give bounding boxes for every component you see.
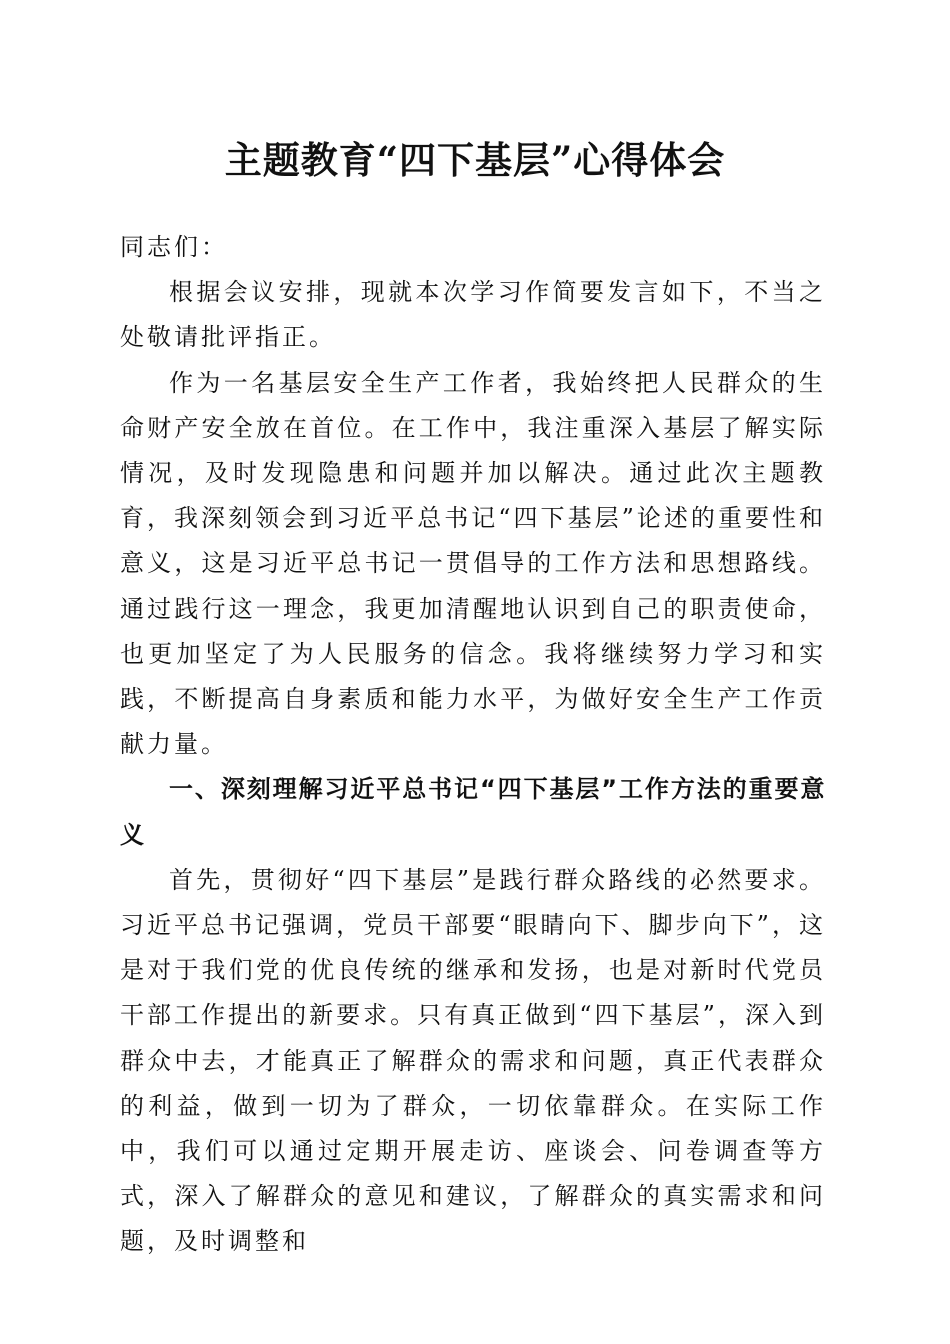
section-heading: 一、深刻理解习近平总书记“四下基层”工作方法的重要意义	[120, 775, 826, 849]
opening-paragraph: 根据会议安排，现就本次学习作简要发言如下，不当之处敬请批评指正。	[120, 278, 826, 352]
document-title: 主题教育“四下基层”心得体会	[224, 138, 726, 182]
document-body	[120, 225, 826, 1265]
salutation: 同志们：	[120, 233, 228, 261]
section-paragraph: 首先，贯彻好“四下基层”是践行群众路线的必然要求。习近平总书记强调，党员干部要“眼睛向下、脚步向下”，这是对于我们党的优良传统的继承和发扬，也是对新时代党员干部工作提出的新要求。只有真正做到“四下基层”，深入到群众中去，才能真正了解群众的需求和问题，真正代表群众的利益，做到一切为了群众，一切依靠群众。在实际工作中，我们可以通过定期开展走访、座谈会、问卷调查等方式，深入了解群众的意见和建议，了解群众的真实需求和问题，及时调整和	[120, 865, 826, 1256]
intro-paragraph: 作为一名基层安全生产工作者，我始终把人民群众的生命财产安全放在首位。在工作中，我注重深入基层了解实际情况，及时发现隐患和问题并加以解决。通过此次主题教育，我深刻领会到习近平总书记“四下基层”论述的重要性和意义，这是习近平总书记一贯倡导的工作方法和思想路线。通过践行这一理念，我更加清醒地认识到自己的职责使命，也更加坚定了为人民服务的信念。我将继续努力学习和实践，不断提高自身素质和能力水平，为做好安全生产工作贡献力量。	[120, 368, 826, 759]
